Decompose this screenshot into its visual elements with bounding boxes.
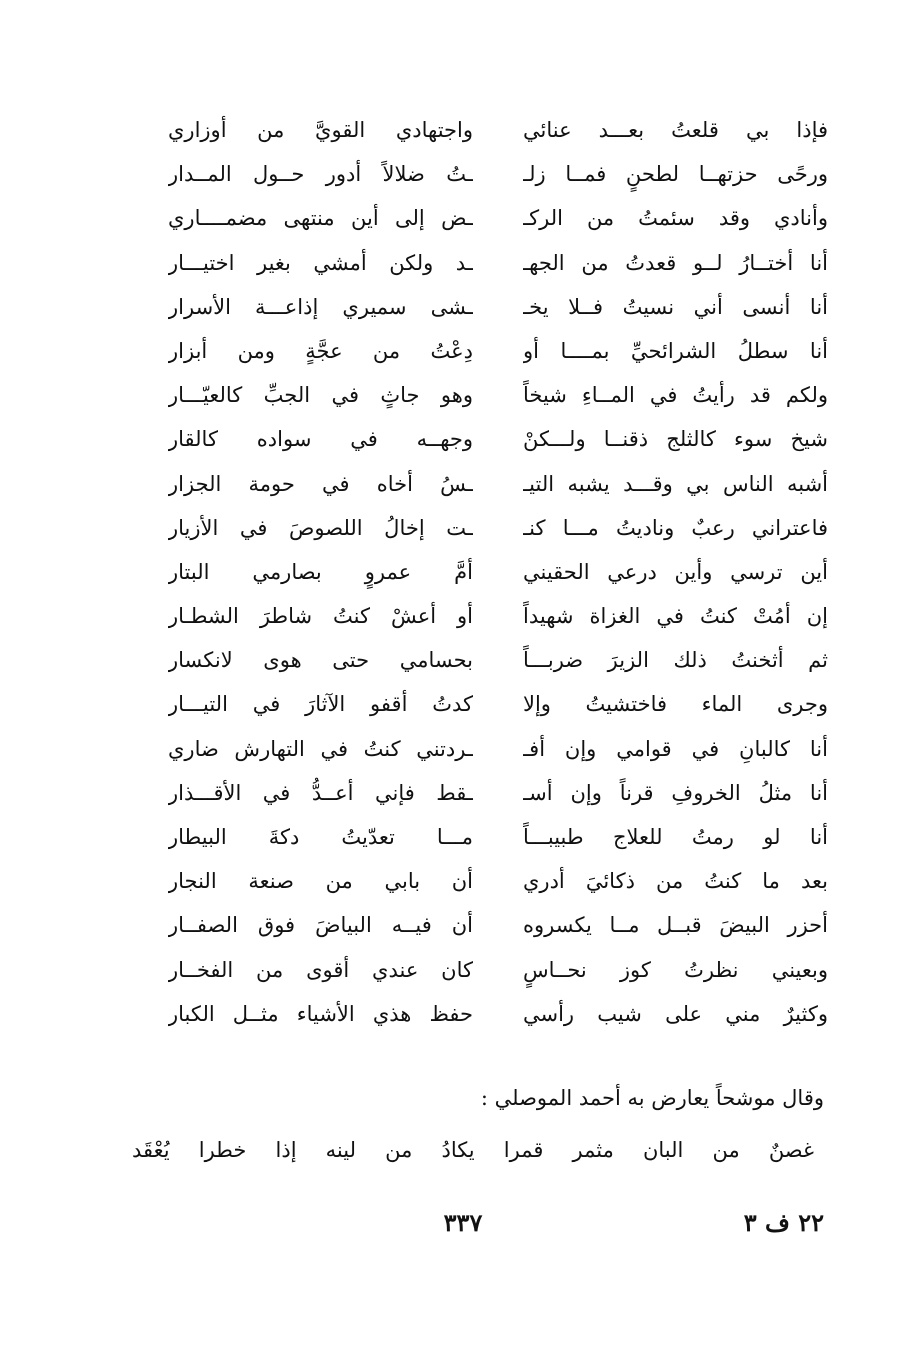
second-hemistich: وجهــه في سواده كالقار <box>168 427 473 452</box>
verse-line <box>168 462 828 506</box>
first-hemistich: وبعيني نظرتُ كوز نحــاسٍ <box>523 957 828 982</box>
verse-line <box>168 727 828 771</box>
second-hemistich: ـد ولكن أمشي بغير اختيـــار <box>168 250 473 275</box>
first-hemistich: أنا مثلُ الخروفِ قرناً وإن أسـ <box>523 780 828 805</box>
second-hemistich: ـتُ ضلالاً أدور حــول المــدار <box>168 162 473 187</box>
first-hemistich: أشبه الناس بي وقـــد يشبه التيـ <box>523 471 828 496</box>
first-hemistich: أين ترسي وأين درعي الحقيني <box>523 559 828 584</box>
first-hemistich: ثم أثخنتُ ذلك الزيرَ ضربـــاً <box>523 648 828 673</box>
second-hemistich: أن بابي من صنعة النجار <box>168 869 473 894</box>
second-hemistich: بحسامي حتى هوى لانكسار <box>168 648 473 673</box>
first-hemistich: أنا كالبانِ في قوامي وإن أفـ <box>523 736 828 761</box>
first-hemistich: أنا سطلُ الشرائحيِّ بمــــا أو <box>523 338 828 363</box>
first-hemistich: فإذا بي قلعتُ بعـــد عنائي <box>523 118 828 142</box>
verse-line <box>168 903 828 947</box>
first-hemistich: وكثيرٌ مني على شيب رأسي <box>523 1001 828 1026</box>
verse-line <box>168 152 828 196</box>
second-hemistich: ـت إخالُ اللصوصَ في الأزيار <box>168 515 473 540</box>
verse-line <box>168 373 828 417</box>
second-hemistich: كدتُ أقفو الآثارَ في التيـــار <box>168 692 473 717</box>
verse-line <box>168 771 828 815</box>
first-hemistich: أنا لو رمتُ للعلاج طبيبـــاً <box>523 825 828 849</box>
second-hemistich: كان عندي أقوى من الفخــار <box>168 957 473 982</box>
verse-line <box>168 594 828 638</box>
second-hemistich: وهو جاثٍ في الجبِّ كالعيّـــار <box>168 383 473 408</box>
first-hemistich: وأنادي وقد سئمتُ من الركـ <box>523 206 828 231</box>
page-number: ٣٣٧ <box>443 1208 483 1237</box>
first-hemistich: أنا أختــارُ لــو قعدتُ من الجهـ <box>523 250 828 275</box>
second-hemistich: أو أعشْ كنتُ شاطرَ الشطـار <box>168 604 473 629</box>
second-hemistich: حفظ هذي الأشياء مثــل الكبار <box>168 1001 473 1026</box>
second-hemistich: واجتهادي القويَّ من أوزاري <box>168 118 473 142</box>
verse-line <box>168 417 828 461</box>
second-hemistich: مـــا تعدّيتُ دكةَ البيطار <box>168 825 473 849</box>
muwashshah-opening-line: غصنٌ من البان مثمر قمرا يكادُ من لينه إذا خطرا يُعْقَد <box>132 1138 814 1162</box>
verse-line <box>168 638 828 682</box>
first-hemistich: أنا أنسى أني نسيتُ فــلا يخـ <box>523 294 828 319</box>
printer-signature: ٢٢ ف ٣ <box>743 1208 824 1237</box>
first-hemistich: إن أمُتْ كنتُ في الغزاة شهيداً <box>523 604 828 629</box>
verse-line <box>168 992 828 1036</box>
second-hemistich: ـقط فإني أعــدُّ في الأقـــذار <box>168 780 473 805</box>
second-hemistich: أن فيــه البياضَ فوق الصفــار <box>168 913 473 938</box>
verse-line <box>168 550 828 594</box>
verse-line <box>168 859 828 903</box>
verse-line <box>168 241 828 285</box>
verse-line <box>168 815 828 859</box>
poem <box>168 108 828 1036</box>
first-hemistich: فاعتراني رعبٌ وناديتُ مـــا كنـ <box>523 515 828 540</box>
first-hemistich: شيخ سوء كالثلج ذقنــا ولـــكنْ <box>523 427 828 452</box>
verse-line <box>168 682 828 726</box>
second-hemistich: ـض إلى أين منتهى مضمــــاري <box>168 206 473 231</box>
second-hemistich: ـشى سميري إذاعـــة الأسرار <box>168 294 473 319</box>
verse-line <box>168 506 828 550</box>
second-hemistich: أمَّ عمروٍ بصارمي البتار <box>168 559 473 584</box>
verse-line <box>168 948 828 992</box>
second-hemistich: دِعْتُ من عجَّةٍ ومن أبزار <box>168 338 473 363</box>
first-hemistich: ورحًى حزتهــا لطحنٍ فمــا زلـ <box>523 162 828 187</box>
verse-line <box>168 285 828 329</box>
verse-line <box>168 329 828 373</box>
second-hemistich: ـسُ أخاه في حومة الجزار <box>168 471 473 496</box>
section-intro: وقال موشحاً يعارض به أحمد الموصلي : <box>480 1086 824 1110</box>
verse-line <box>168 196 828 240</box>
first-hemistich: أحزر البيضَ قبــل مــا يكسروه <box>523 913 828 938</box>
first-hemistich: ولكم قد رأيتُ في المــاءِ شيخاً <box>523 383 828 408</box>
second-hemistich: ـردتني كنتُ في التهارش ضاري <box>168 736 473 761</box>
first-hemistich: وجرى الماء فاختشيتُ وإلا <box>523 692 828 717</box>
verse-line <box>168 108 828 152</box>
first-hemistich: بعد ما كنتُ من ذكائيَ أدري <box>523 869 828 894</box>
